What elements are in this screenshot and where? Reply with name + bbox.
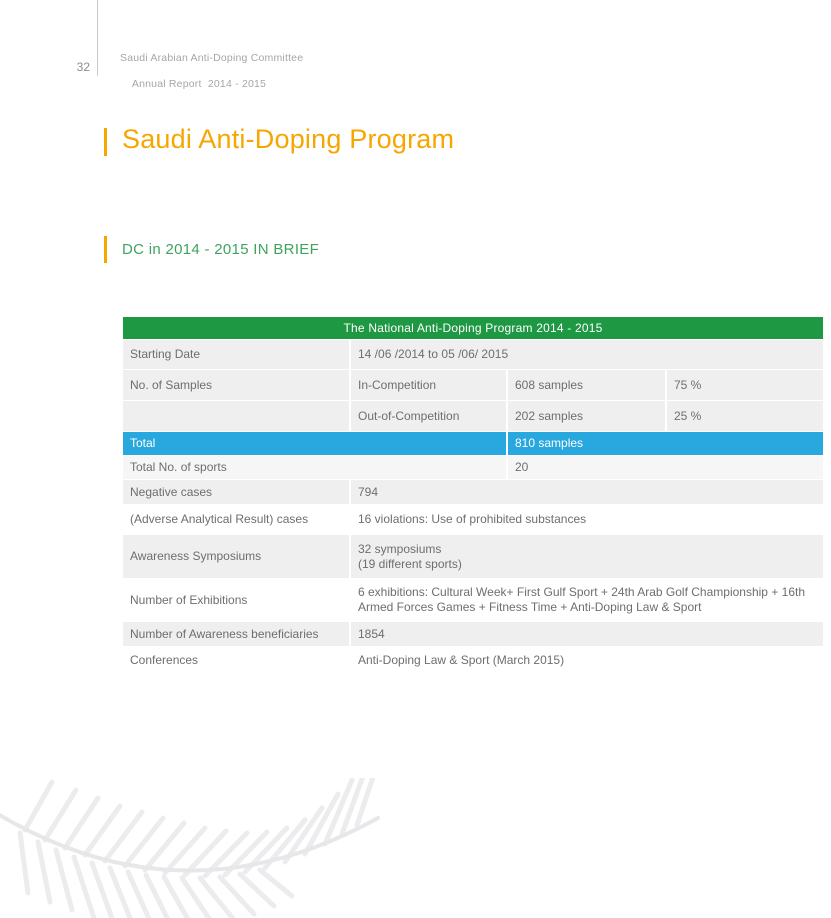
- row-label: (Adverse Analytical Result) cases: [123, 505, 349, 534]
- table-row-exhibitions: [123, 579, 823, 621]
- table-row-conferences: [123, 647, 823, 674]
- row-value: 20: [508, 456, 823, 479]
- table-row-starting-date: [123, 340, 823, 369]
- row-value-line2: (19 different sports): [358, 556, 462, 571]
- row-percent: 75 %: [667, 370, 823, 400]
- row-value: Anti-Doping Law & Sport (March 2015): [351, 647, 823, 674]
- row-label: Number of Exhibitions: [123, 579, 349, 621]
- row-percent: 25 %: [667, 401, 823, 431]
- table-row-samples-in-competition: [123, 370, 823, 400]
- row-label: Awareness Symposiums: [123, 535, 349, 578]
- row-subcategory: In-Competition: [351, 370, 506, 400]
- page-number: 32: [76, 60, 90, 74]
- table-row-adverse-analytical-result: [123, 505, 823, 534]
- table-row-samples-out-of-competition: [123, 401, 823, 431]
- row-subcategory: Out-of-Competition: [351, 401, 506, 431]
- row-label: [123, 401, 349, 431]
- running-header: [120, 52, 303, 91]
- row-label: No. of Samples: [123, 370, 349, 400]
- row-count: 608 samples: [508, 370, 665, 400]
- running-header-line2: Annual Report 2014 - 2015: [131, 78, 267, 90]
- row-value: 1854: [351, 622, 823, 646]
- section-heading: DC in 2014 - 2015 IN BRIEF: [122, 241, 320, 258]
- row-label: Conferences: [123, 647, 349, 674]
- row-value-line1: 32 symposiums: [358, 541, 442, 556]
- row-value: 16 violations: Use of prohibited substances: [351, 505, 823, 534]
- title-accent-bar: [104, 128, 107, 156]
- row-value: 14 /06 /2014 to 05 /06/ 2015: [351, 340, 823, 369]
- section-accent-bar: [104, 236, 107, 263]
- table-row-total: [123, 432, 823, 455]
- table-row-negative-cases: [123, 480, 823, 504]
- table-row-awareness-beneficiaries: [123, 622, 823, 646]
- brief-table: [123, 317, 823, 675]
- palm-frond-decoration: [0, 778, 420, 918]
- table-header: The National Anti-Doping Program 2014 - 2015: [123, 317, 823, 339]
- row-label: Total: [123, 432, 506, 455]
- table-row-total-sports: [123, 456, 823, 479]
- row-label: Negative cases: [123, 480, 349, 504]
- row-value: 6 exhibitions: Cultural Week+ First Gulf Sport + 24th Arab Golf Championship + 16th Armed Forces Games + Fitness Time + Anti-Doping Law & Sport: [351, 579, 823, 621]
- row-count: 202 samples: [508, 401, 665, 431]
- row-value: [351, 535, 823, 578]
- row-label: Total No. of sports: [123, 456, 506, 479]
- row-label: Number of Awareness beneficiaries: [123, 622, 349, 646]
- row-value: 794: [351, 480, 823, 504]
- running-header-line1: Saudi Arabian Anti-Doping Committee: [120, 52, 304, 64]
- page-title: Saudi Anti-Doping Program: [122, 124, 455, 154]
- row-label: Starting Date: [123, 340, 349, 369]
- table-row-awareness-symposiums: [123, 535, 823, 578]
- row-value: 810 samples: [508, 432, 823, 455]
- header-divider-line: [97, 0, 98, 76]
